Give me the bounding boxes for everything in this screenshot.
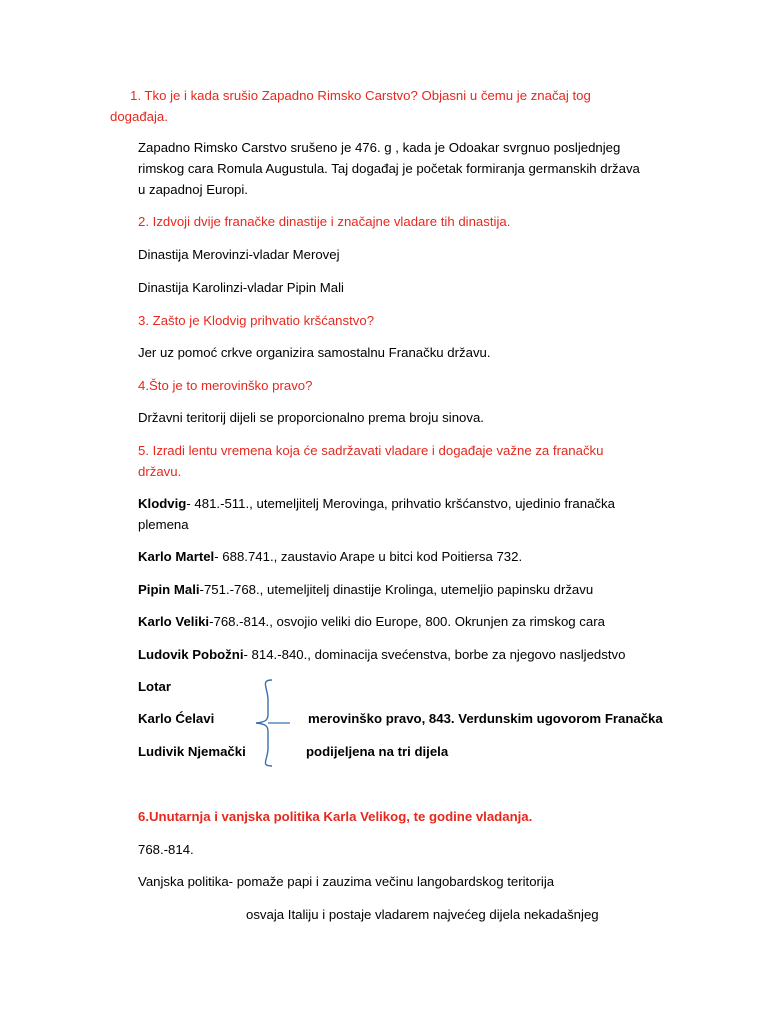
- answer-3: Jer uz pomoć crkve organizira samostalnu Franačku državu.: [138, 345, 491, 360]
- curly-brace-icon: [252, 678, 292, 768]
- ruler-ludivik-njemacki: Ludivik Njemački: [138, 744, 246, 759]
- question-5-line-1: 5. Izradi lentu vremena koja će sadržavati vladare i događaje važne za franačku: [138, 443, 604, 458]
- ruler-description: -768.-814., osvojio veliki dio Europe, 800. Okrunjen za rimskog cara: [209, 614, 605, 629]
- division-text-line-1: merovinško pravo, 843. Verdunskim ugovorom Franačka: [308, 711, 663, 726]
- timeline-karlo-veliki: [138, 611, 605, 632]
- timeline-pipin-mali: [138, 579, 593, 600]
- question-1-line-2: događaja.: [110, 109, 168, 124]
- ruler-description: - 814.-840., dominacija svećenstva, borbe za njegovo nasljedstvo: [243, 647, 626, 662]
- ruler-lotar: Lotar: [138, 679, 171, 694]
- answer-2-line-1: Dinastija Merovinzi-vladar Merovej: [138, 247, 340, 262]
- answer-2-line-2: Dinastija Karolinzi-vladar Pipin Mali: [138, 280, 344, 295]
- answer-6-years: 768.-814.: [138, 842, 194, 857]
- answer-1-line-1: Zapadno Rimsko Carstvo srušeno je 476. g , kada je Odoakar svrgnuo posljednjeg: [138, 140, 621, 155]
- ruler-name: Pipin Mali: [138, 582, 200, 597]
- timeline-karlo-martel: [138, 546, 522, 567]
- question-6: 6.Unutarnja i vanjska politika Karla Velikog, te godine vladanja.: [138, 809, 533, 824]
- ruler-karlo-celavi: Karlo Ćelavi: [138, 711, 215, 726]
- question-4: 4.Što je to merovinško pravo?: [138, 378, 313, 393]
- ruler-name: Karlo Veliki: [138, 614, 210, 629]
- ruler-name: Klodvig: [138, 496, 187, 511]
- timeline-klodvig-cont: plemena: [138, 517, 189, 532]
- ruler-name: Ludovik Pobožni: [138, 647, 244, 662]
- ruler-description: -751.-768., utemeljitelj dinastije Krolinga, utemeljio papinsku državu: [199, 582, 594, 597]
- question-2: 2. Izdvoji dvije franačke dinastije i značajne vladare tih dinastija.: [138, 214, 511, 229]
- ruler-description: - 688.741., zaustavio Arape u bitci kod Poitiersa 732.: [214, 549, 523, 564]
- answer-1-line-2: rimskog cara Romula Augustula. Taj događaj je početak formiranja germanskih država: [138, 161, 640, 176]
- answer-4: Državni teritorij dijeli se proporcionalno prema broju sinova.: [138, 410, 484, 425]
- answer-6-foreign-policy: Vanjska politika- pomaže papi i zauzima večinu langobardskog teritorija: [138, 874, 555, 889]
- timeline-ludovik-pobozni: [138, 644, 625, 665]
- question-5-line-2: državu.: [138, 464, 182, 479]
- answer-1-line-3: u zapadnoj Europi.: [138, 182, 248, 197]
- ruler-description: - 481.-511., utemeljitelj Merovinga, prihvatio kršćanstvo, ujedinio franačka: [186, 496, 615, 511]
- division-text-line-2: podijeljena na tri dijela: [306, 744, 449, 759]
- ruler-name: Karlo Martel: [138, 549, 215, 564]
- timeline-klodvig: [138, 493, 615, 514]
- question-3: 3. Zašto je Klodvig prihvatio kršćanstvo?: [138, 313, 375, 328]
- question-1-line-1: 1. Tko je i kada srušio Zapadno Rimsko Carstvo? Objasni u čemu je značaj tog: [130, 88, 591, 103]
- answer-6-foreign-policy-cont: osvaja Italiju i postaje vladarem najvećeg dijela nekadašnjeg: [246, 907, 599, 922]
